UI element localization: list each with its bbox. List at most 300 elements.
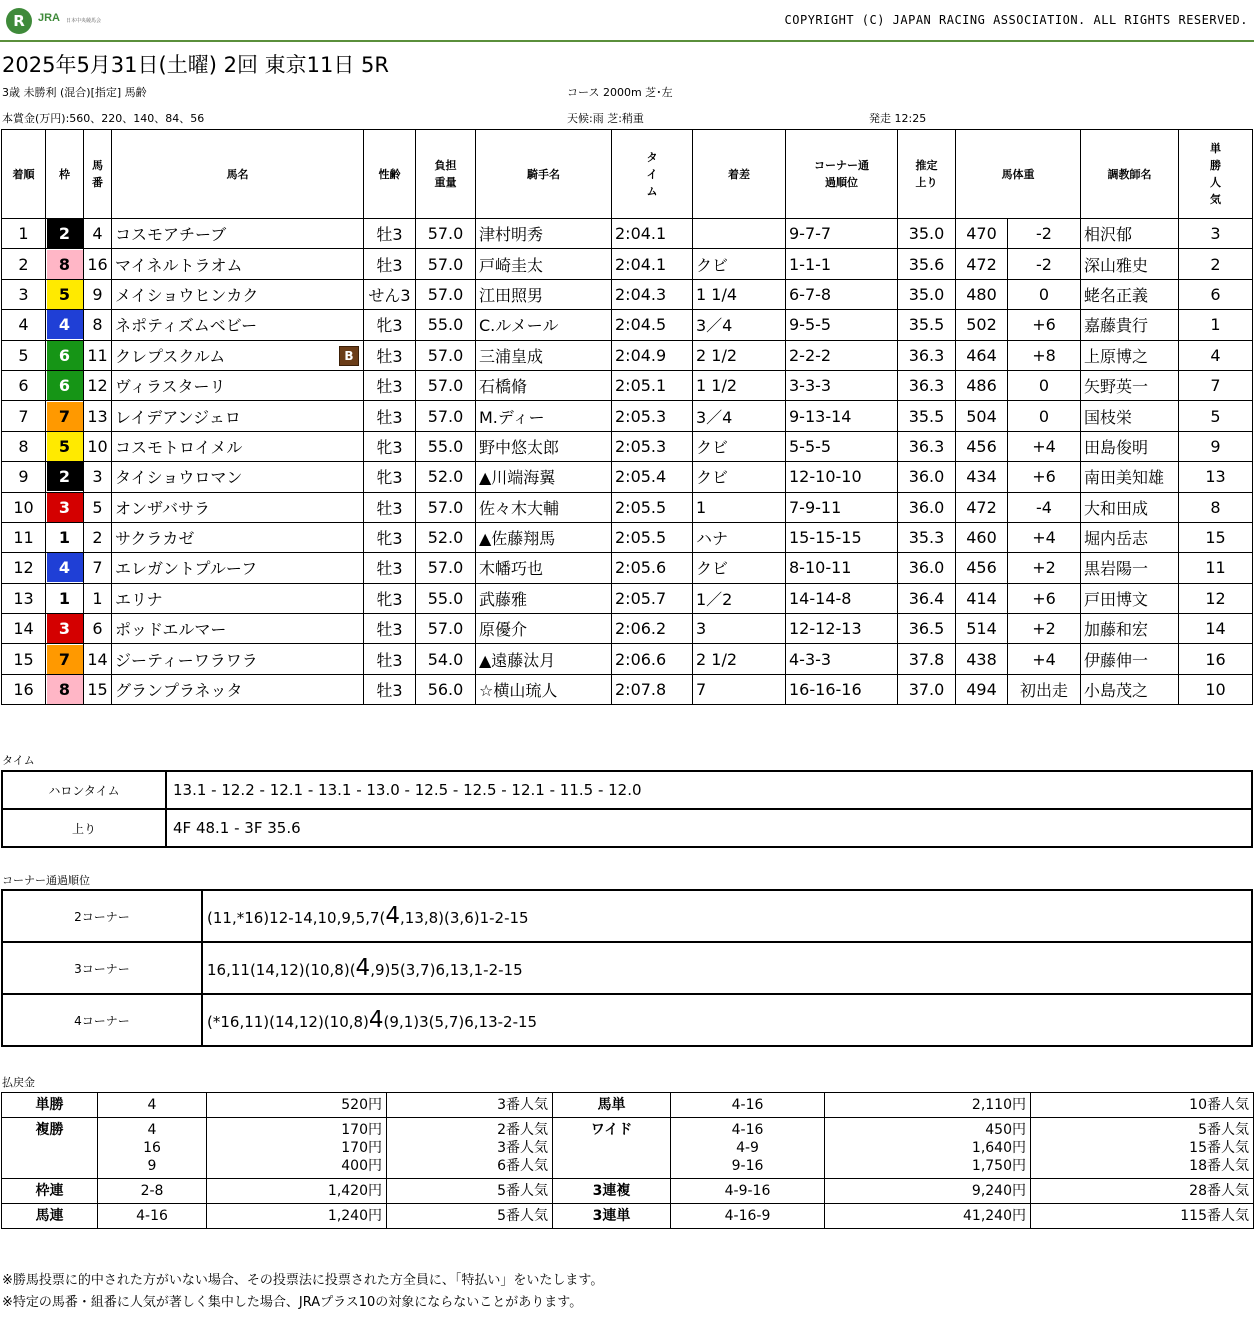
popularity-cell: 1 xyxy=(1179,310,1253,340)
bet-type: 複勝 xyxy=(2,1118,98,1179)
margin-cell: 3／4 xyxy=(693,310,786,340)
bet-type: ワイド xyxy=(553,1118,671,1179)
corner-label: 2コーナー xyxy=(2,890,202,942)
corner-cell: 4-3-3 xyxy=(786,644,898,674)
margin-cell: ハナ xyxy=(693,522,786,552)
corner-cell: 7-9-11 xyxy=(786,492,898,522)
corner-cell: 6-7-8 xyxy=(786,279,898,309)
col-sex-age: 性齢 xyxy=(364,130,416,219)
frame-cell xyxy=(46,249,84,279)
corner-order xyxy=(202,890,1252,942)
payout-row xyxy=(2,1118,1254,1179)
horse-name: クレプスクルム xyxy=(115,346,226,366)
corner-cell: 15-15-15 xyxy=(786,522,898,552)
payout-popularity: 3番人気 xyxy=(387,1093,553,1118)
margin-cell: 1 1/4 xyxy=(693,279,786,309)
blinker-icon: B xyxy=(339,346,359,366)
body-weight-cell: 464 xyxy=(956,340,1008,370)
corner-winner-number: 4 xyxy=(368,1007,384,1033)
weight-cell: 55.0 xyxy=(416,431,476,461)
corner-order-post: ,13,8)(3,6)1-2-15 xyxy=(400,909,529,927)
body-weight-cell: 472 xyxy=(956,492,1008,522)
trainer-cell: 嘉藤貴行 xyxy=(1081,310,1179,340)
weight-cell: 57.0 xyxy=(416,492,476,522)
rank-cell: 14 xyxy=(2,614,46,644)
margin-cell: 3／4 xyxy=(693,401,786,431)
margin-cell xyxy=(693,219,786,249)
result-row xyxy=(2,492,1253,522)
bet-combination: 4-9-16 xyxy=(671,1179,825,1204)
results-table xyxy=(1,129,1253,705)
result-row xyxy=(2,310,1253,340)
col-body-weight: 馬体重 xyxy=(956,130,1081,219)
sex-age-cell: 牡3 xyxy=(364,492,416,522)
margin-cell: 2 1/2 xyxy=(693,340,786,370)
corner-order-pre: (*16,11)(14,12)(10,8) xyxy=(207,1013,369,1031)
bet-combination: 4-16 xyxy=(98,1204,207,1229)
horse-name-cell xyxy=(112,583,364,613)
bet-type: 馬連 xyxy=(2,1204,98,1229)
corner-winner-number: 4 xyxy=(355,955,371,981)
frame-badge: 8 xyxy=(47,250,83,279)
rank-cell: 15 xyxy=(2,644,46,674)
sex-age-cell: 牡3 xyxy=(364,644,416,674)
weight-diff-cell: +2 xyxy=(1008,614,1081,644)
frame-badge: 4 xyxy=(47,553,83,582)
frame-cell xyxy=(46,401,84,431)
col-horse: 馬名 xyxy=(112,130,364,219)
trainer-cell: 小島茂之 xyxy=(1081,674,1179,704)
sex-age-cell: 牝3 xyxy=(364,522,416,552)
sex-age-cell: 牝3 xyxy=(364,310,416,340)
weight-diff-cell: +4 xyxy=(1008,644,1081,674)
weight-diff-cell: -2 xyxy=(1008,219,1081,249)
horse-name: グランプラネッタ xyxy=(115,681,243,701)
frame-badge: 2 xyxy=(47,219,83,248)
bet-combination: 4 16 9 xyxy=(98,1118,207,1179)
frame-badge: 7 xyxy=(47,645,83,674)
horse-number-cell: 16 xyxy=(84,249,112,279)
bet-type: 3連複 xyxy=(553,1179,671,1204)
corner-label: 3コーナー xyxy=(2,942,202,994)
time-cell: 2:06.2 xyxy=(612,614,693,644)
race-condition: 3歳 未勝利 (混合)[指定] 馬齢 xyxy=(2,86,147,99)
result-row xyxy=(2,553,1253,583)
payout-amount: 450円 1,640円 1,750円 xyxy=(825,1118,1031,1179)
horse-name-cell xyxy=(112,431,364,461)
corner-cell: 8-10-11 xyxy=(786,553,898,583)
horse-name: タイショウロマン xyxy=(115,468,243,488)
jockey-cell: M.ディー xyxy=(476,401,612,431)
jra-logo-icon: R xyxy=(6,8,32,34)
bet-type: 枠連 xyxy=(2,1179,98,1204)
corner-cell: 12-10-10 xyxy=(786,462,898,492)
last-cell: 36.3 xyxy=(898,431,956,461)
col-number: 馬番 xyxy=(84,130,112,219)
frame-badge: 1 xyxy=(47,523,83,552)
final-times: 4F 48.1 - 3F 35.6 xyxy=(166,809,1252,847)
frame-cell xyxy=(46,370,84,400)
weight-cell: 57.0 xyxy=(416,340,476,370)
popularity-cell: 9 xyxy=(1179,431,1253,461)
margin-cell: クビ xyxy=(693,462,786,492)
jockey-cell: ▲遠藤汰月 xyxy=(476,644,612,674)
top-bar xyxy=(0,0,1254,42)
last-cell: 36.0 xyxy=(898,553,956,583)
bet-type: 3連単 xyxy=(553,1204,671,1229)
last-cell: 37.0 xyxy=(898,674,956,704)
margin-cell: 1／2 xyxy=(693,583,786,613)
payout-popularity: 5番人気 xyxy=(387,1204,553,1229)
time-cell: 2:05.4 xyxy=(612,462,693,492)
time-cell: 2:05.6 xyxy=(612,553,693,583)
last-cell: 35.6 xyxy=(898,249,956,279)
frame-badge: 7 xyxy=(47,402,83,431)
horse-name-cell xyxy=(112,340,364,370)
bet-type: 馬単 xyxy=(553,1093,671,1118)
sex-age-cell: 牡3 xyxy=(364,614,416,644)
rank-cell: 9 xyxy=(2,462,46,492)
rank-cell: 16 xyxy=(2,674,46,704)
popularity-cell: 11 xyxy=(1179,553,1253,583)
bet-type: 単勝 xyxy=(2,1093,98,1118)
frame-cell xyxy=(46,462,84,492)
time-cell: 2:05.1 xyxy=(612,370,693,400)
last-cell: 36.0 xyxy=(898,492,956,522)
payout-row xyxy=(2,1179,1254,1204)
bet-combination: 4 xyxy=(98,1093,207,1118)
last-cell: 36.0 xyxy=(898,462,956,492)
weight-cell: 57.0 xyxy=(416,249,476,279)
col-trainer: 調教師名 xyxy=(1081,130,1179,219)
body-weight-cell: 434 xyxy=(956,462,1008,492)
horse-name: オンザバサラ xyxy=(115,498,211,518)
rank-cell: 8 xyxy=(2,431,46,461)
horse-name-cell xyxy=(112,492,364,522)
result-row xyxy=(2,431,1253,461)
furlong-label: ハロンタイム xyxy=(2,771,166,809)
final-label: 上り xyxy=(2,809,166,847)
frame-cell xyxy=(46,674,84,704)
result-row xyxy=(2,279,1253,309)
frame-cell xyxy=(46,492,84,522)
weight-diff-cell: +6 xyxy=(1008,462,1081,492)
frame-badge: 6 xyxy=(47,371,83,400)
body-weight-cell: 438 xyxy=(956,644,1008,674)
trainer-cell: 大和田成 xyxy=(1081,492,1179,522)
horse-name-cell xyxy=(112,249,364,279)
popularity-cell: 8 xyxy=(1179,492,1253,522)
payout-amount: 520円 xyxy=(207,1093,387,1118)
weight-cell: 57.0 xyxy=(416,279,476,309)
horse-name-cell xyxy=(112,401,364,431)
margin-cell: クビ xyxy=(693,553,786,583)
payout-popularity: 5番人気 15番人気 18番人気 xyxy=(1031,1118,1254,1179)
weight-cell: 57.0 xyxy=(416,370,476,400)
payout-amount: 41,240円 xyxy=(825,1204,1031,1229)
frame-badge: 6 xyxy=(47,341,83,370)
corner-row xyxy=(2,994,1252,1046)
payout-row xyxy=(2,1093,1254,1118)
col-corner: コーナー通過順位 xyxy=(786,130,898,219)
popularity-cell: 2 xyxy=(1179,249,1253,279)
jockey-cell: ▲佐藤翔馬 xyxy=(476,522,612,552)
sex-age-cell: 牡3 xyxy=(364,401,416,431)
horse-number-cell: 13 xyxy=(84,401,112,431)
trainer-cell: 伊藤伸一 xyxy=(1081,644,1179,674)
frame-badge: 1 xyxy=(47,584,83,613)
body-weight-cell: 456 xyxy=(956,553,1008,583)
corner-cell: 9-5-5 xyxy=(786,310,898,340)
weight-cell: 52.0 xyxy=(416,462,476,492)
corner-section-label: コーナー通過順位 xyxy=(2,874,90,887)
body-weight-cell: 514 xyxy=(956,614,1008,644)
frame-cell xyxy=(46,431,84,461)
weight-diff-cell: -2 xyxy=(1008,249,1081,279)
payout-table xyxy=(1,1092,1254,1229)
weight-cell: 55.0 xyxy=(416,583,476,613)
trainer-cell: 深山雅史 xyxy=(1081,249,1179,279)
horse-name: コスモトロイメル xyxy=(115,437,243,457)
jockey-cell: 武藤雅 xyxy=(476,583,612,613)
horse-name: ポッドエルマー xyxy=(115,620,227,640)
result-row xyxy=(2,522,1253,552)
logo-text: JRA xyxy=(38,12,61,24)
popularity-cell: 3 xyxy=(1179,219,1253,249)
time-cell: 2:04.9 xyxy=(612,340,693,370)
last-cell: 37.8 xyxy=(898,644,956,674)
weight-diff-cell: 0 xyxy=(1008,370,1081,400)
horse-name: ジーティーワラワラ xyxy=(115,650,258,670)
body-weight-cell: 414 xyxy=(956,583,1008,613)
time-table xyxy=(1,770,1253,848)
result-row xyxy=(2,614,1253,644)
jockey-cell: 石橋脩 xyxy=(476,370,612,400)
last-cell: 36.3 xyxy=(898,340,956,370)
frame-badge: 3 xyxy=(47,493,83,522)
trainer-cell: 相沢郁 xyxy=(1081,219,1179,249)
last-cell: 36.4 xyxy=(898,583,956,613)
time-cell: 2:05.7 xyxy=(612,583,693,613)
horse-name-cell xyxy=(112,310,364,340)
corner-order xyxy=(202,942,1252,994)
corner-order-post: (9,1)3(5,7)6,13-2-15 xyxy=(383,1013,538,1031)
horse-number-cell: 9 xyxy=(84,279,112,309)
popularity-cell: 15 xyxy=(1179,522,1253,552)
margin-cell: 2 1/2 xyxy=(693,644,786,674)
time-cell: 2:04.1 xyxy=(612,219,693,249)
horse-number-cell: 15 xyxy=(84,674,112,704)
result-row xyxy=(2,340,1253,370)
weight-cell: 57.0 xyxy=(416,614,476,644)
body-weight-cell: 504 xyxy=(956,401,1008,431)
body-weight-cell: 494 xyxy=(956,674,1008,704)
weight-diff-cell: 0 xyxy=(1008,401,1081,431)
time-cell: 2:05.3 xyxy=(612,401,693,431)
result-row xyxy=(2,583,1253,613)
race-title: 2025年5月31日(土曜) 2回 東京11日 5R xyxy=(2,53,389,77)
horse-number-cell: 10 xyxy=(84,431,112,461)
payout-popularity: 5番人気 xyxy=(387,1179,553,1204)
result-row xyxy=(2,462,1253,492)
time-section-label: タイム xyxy=(2,754,35,767)
time-cell: 2:04.3 xyxy=(612,279,693,309)
result-row xyxy=(2,249,1253,279)
popularity-cell: 10 xyxy=(1179,674,1253,704)
jockey-cell: 津村明秀 xyxy=(476,219,612,249)
horse-number-cell: 14 xyxy=(84,644,112,674)
frame-cell xyxy=(46,219,84,249)
jockey-cell: C.ルメール xyxy=(476,310,612,340)
corner-order xyxy=(202,994,1252,1046)
frame-badge: 5 xyxy=(47,280,83,309)
body-weight-cell: 502 xyxy=(956,310,1008,340)
col-jockey: 騎手名 xyxy=(476,130,612,219)
frame-cell xyxy=(46,522,84,552)
corner-cell: 3-3-3 xyxy=(786,370,898,400)
rank-cell: 12 xyxy=(2,553,46,583)
col-rank: 着順 xyxy=(2,130,46,219)
furlong-times: 13.1 - 12.2 - 12.1 - 13.1 - 13.0 - 12.5 - 12.5 - 12.1 - 11.5 - 12.0 xyxy=(166,771,1252,809)
corner-row xyxy=(2,890,1252,942)
sex-age-cell: 牡3 xyxy=(364,370,416,400)
horse-name-cell xyxy=(112,522,364,552)
horse-number-cell: 7 xyxy=(84,553,112,583)
trainer-cell: 蛯名正義 xyxy=(1081,279,1179,309)
result-row xyxy=(2,370,1253,400)
margin-cell: 1 1/2 xyxy=(693,370,786,400)
rank-cell: 1 xyxy=(2,219,46,249)
trainer-cell: 田島俊明 xyxy=(1081,431,1179,461)
race-course: コース 2000m 芝･左 xyxy=(567,86,673,99)
frame-cell xyxy=(46,340,84,370)
rank-cell: 11 xyxy=(2,522,46,552)
last-cell: 35.5 xyxy=(898,401,956,431)
horse-name: ネポティズムベビー xyxy=(115,316,258,336)
weight-diff-cell: -4 xyxy=(1008,492,1081,522)
payout-popularity: 115番人気 xyxy=(1031,1204,1254,1229)
result-row xyxy=(2,219,1253,249)
bet-combination: 4-16 xyxy=(671,1093,825,1118)
margin-cell: クビ xyxy=(693,431,786,461)
sex-age-cell: 牡3 xyxy=(364,219,416,249)
frame-badge: 8 xyxy=(47,675,83,704)
weight-diff-cell: +6 xyxy=(1008,583,1081,613)
jockey-cell: 戸崎圭太 xyxy=(476,249,612,279)
horse-name: メイショウヒンカク xyxy=(115,285,259,305)
frame-cell xyxy=(46,644,84,674)
note-2: ※特定の馬番・組番に人気が著しく集中した場合、JRAプラス10の対象にならないことがあります。 xyxy=(2,1295,583,1310)
jockey-cell: ▲川端海翼 xyxy=(476,462,612,492)
time-cell: 2:04.5 xyxy=(612,310,693,340)
sex-age-cell: 牝3 xyxy=(364,431,416,461)
trainer-cell: 戸田博文 xyxy=(1081,583,1179,613)
sex-age-cell: 牡3 xyxy=(364,553,416,583)
sex-age-cell: 牡3 xyxy=(364,249,416,279)
horse-name: コスモアチーブ xyxy=(115,225,227,245)
copyright: COPYRIGHT (C) JAPAN RACING ASSOCIATION. ALL RIGHTS RESERVED. xyxy=(784,13,1248,27)
race-start-time: 発走 12:25 xyxy=(869,112,927,125)
note-1: ※勝馬投票に的中された方がいない場合、その投票法に投票された方全員に、「特払い」をいたします。 xyxy=(2,1273,604,1288)
popularity-cell: 4 xyxy=(1179,340,1253,370)
payout-amount: 170円 170円 400円 xyxy=(207,1118,387,1179)
horse-name-cell xyxy=(112,370,364,400)
margin-cell: 7 xyxy=(693,674,786,704)
jockey-cell: 野中悠太郎 xyxy=(476,431,612,461)
jockey-cell: 江田照男 xyxy=(476,279,612,309)
popularity-cell: 5 xyxy=(1179,401,1253,431)
horse-name-cell xyxy=(112,553,364,583)
popularity-cell: 6 xyxy=(1179,279,1253,309)
rank-cell: 7 xyxy=(2,401,46,431)
popularity-cell: 13 xyxy=(1179,462,1253,492)
frame-cell xyxy=(46,614,84,644)
corner-table xyxy=(1,889,1253,1047)
rank-cell: 4 xyxy=(2,310,46,340)
col-frame: 枠 xyxy=(46,130,84,219)
result-row xyxy=(2,644,1253,674)
weight-diff-cell: +2 xyxy=(1008,553,1081,583)
last-cell: 36.3 xyxy=(898,370,956,400)
last-cell: 35.0 xyxy=(898,219,956,249)
popularity-cell: 7 xyxy=(1179,370,1253,400)
payout-amount: 1,240円 xyxy=(207,1204,387,1229)
weight-cell: 57.0 xyxy=(416,219,476,249)
sex-age-cell: 牝3 xyxy=(364,583,416,613)
corner-cell: 9-7-7 xyxy=(786,219,898,249)
weight-cell: 56.0 xyxy=(416,674,476,704)
horse-name: エレガントプルーフ xyxy=(115,559,258,579)
frame-cell xyxy=(46,583,84,613)
last-cell: 35.0 xyxy=(898,279,956,309)
frame-badge: 3 xyxy=(47,614,83,643)
result-row xyxy=(2,401,1253,431)
corner-label: 4コーナー xyxy=(2,994,202,1046)
corner-cell: 16-16-16 xyxy=(786,674,898,704)
popularity-cell: 16 xyxy=(1179,644,1253,674)
payout-section-label: 払戻金 xyxy=(2,1076,35,1089)
final-row xyxy=(2,809,1252,847)
corner-cell: 2-2-2 xyxy=(786,340,898,370)
col-time: タイム xyxy=(612,130,693,219)
frame-cell xyxy=(46,279,84,309)
weight-diff-cell: +4 xyxy=(1008,522,1081,552)
corner-cell: 5-5-5 xyxy=(786,431,898,461)
body-weight-cell: 480 xyxy=(956,279,1008,309)
time-cell: 2:07.8 xyxy=(612,674,693,704)
time-cell: 2:05.5 xyxy=(612,522,693,552)
corner-order-post: ,9)5(3,7)6,13,1-2-15 xyxy=(370,961,523,979)
margin-cell: 3 xyxy=(693,614,786,644)
corner-cell: 12-12-13 xyxy=(786,614,898,644)
weight-diff-cell: +6 xyxy=(1008,310,1081,340)
horse-number-cell: 12 xyxy=(84,370,112,400)
rank-cell: 3 xyxy=(2,279,46,309)
logo-subtitle: 日本中央競馬会 xyxy=(66,18,102,24)
horse-number-cell: 2 xyxy=(84,522,112,552)
rank-cell: 2 xyxy=(2,249,46,279)
sex-age-cell: 牡3 xyxy=(364,674,416,704)
horse-name-cell xyxy=(112,219,364,249)
furlong-row xyxy=(2,771,1252,809)
weight-diff-cell: +8 xyxy=(1008,340,1081,370)
sex-age-cell: せん3 xyxy=(364,279,416,309)
weight-cell: 55.0 xyxy=(416,310,476,340)
frame-cell xyxy=(46,310,84,340)
rank-cell: 10 xyxy=(2,492,46,522)
trainer-cell: 黒岩陽一 xyxy=(1081,553,1179,583)
corner-row xyxy=(2,942,1252,994)
